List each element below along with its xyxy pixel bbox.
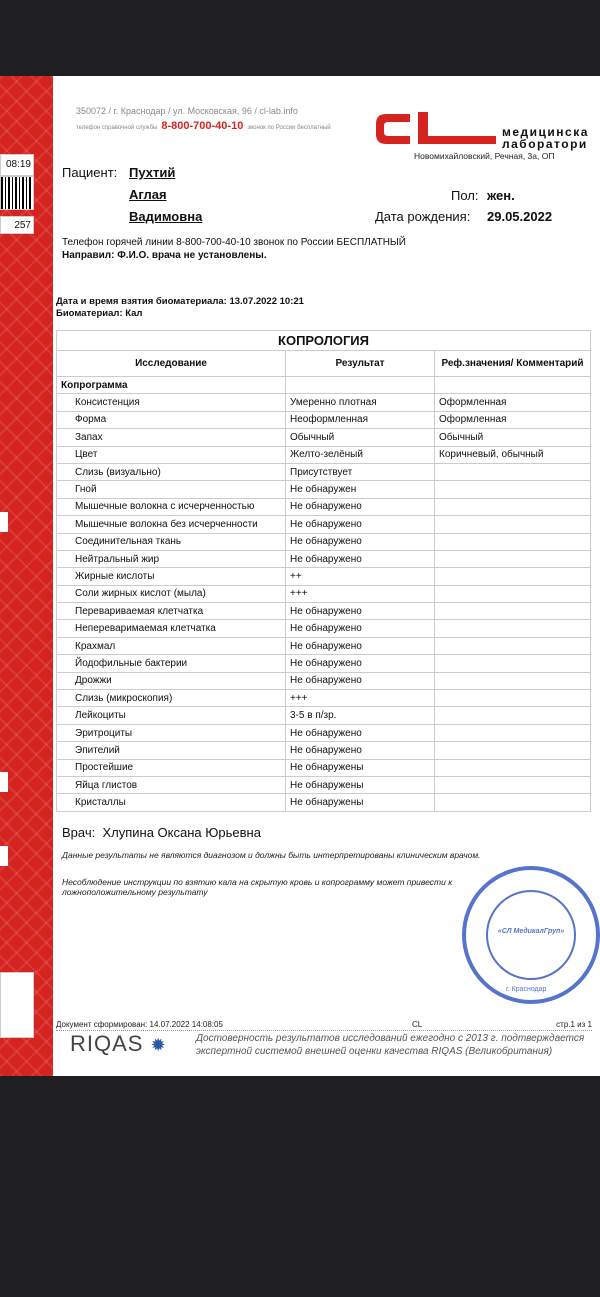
table-row [57,759,591,776]
cell-result: Не обнаружен [286,481,435,498]
lab-address: 350072 / г. Краснодар / ул. Московская, 96 / cl-lab.info [76,106,298,116]
cell-name: Эритроциты [57,724,286,741]
cell-name: Непереваримаемая клетчатка [57,620,286,637]
cell-name: Перевариваемая клетчатка [57,603,286,620]
empty-cell [286,377,435,394]
cell-ref [435,498,591,515]
cell-ref [435,724,591,741]
table-row [57,707,591,724]
sex-label: Пол: [451,188,479,203]
patient-sex: жен. [487,188,515,203]
cell-result: Не обнаружено [286,550,435,567]
cell-ref [435,585,591,602]
table-row [57,446,591,463]
sample-datetime: Дата и время взятия биоматериала: 13.07.2022 10:21 [56,296,304,307]
top-dark-band [0,0,600,76]
table-row [57,463,591,480]
cell-name: Слизь (визуально) [57,463,286,480]
table-body [57,394,591,811]
branch-address: Новомихайловский, Речная, 3а, ОП [414,151,555,161]
phone-suffix: звонок по России бесплатный [247,125,331,131]
side-stub-time: 08:19 [0,154,34,176]
sample-material: Биоматериал: Кал [56,308,143,319]
side-stub-number: 257 [0,216,34,234]
table-row [57,672,591,689]
document-footer [56,1020,592,1031]
cell-result: Не обнаружено [286,655,435,672]
cell-result: Не обнаружены [286,794,435,811]
table-row [57,603,591,620]
cell-result: Не обнаружено [286,533,435,550]
results-table [56,330,591,812]
cell-result: ++ [286,568,435,585]
doctor-line [62,825,261,840]
cell-ref [435,759,591,776]
riqas-logo [70,1031,167,1057]
table-title: КОПРОЛОГИЯ [57,331,591,351]
cell-name: Нейтральный жир [57,550,286,567]
table-row [57,498,591,515]
table-row [57,724,591,741]
cell-name: Простейшие [57,759,286,776]
cell-name: Соли жирных кислот (мыла) [57,585,286,602]
lab-seal-stamp [462,866,600,1004]
column-header: Реф.значения/ Комментарий [435,351,591,377]
cell-ref [435,655,591,672]
cell-result: Не обнаружены [286,759,435,776]
table-row [57,394,591,411]
cell-name: Слизь (микроскопия) [57,690,286,707]
cell-name: Цвет [57,446,286,463]
instruction-note-line1: Несоблюдение инструкции по взятию кала на скрытую кровь и копрограмму может привести к [62,877,453,887]
cell-ref [435,463,591,480]
cell-name: Йодофильные бактерии [57,655,286,672]
cell-name: Мышечные волокна без исчерченности [57,516,286,533]
bottom-dark-band [0,1076,600,1297]
cell-ref [435,620,591,637]
cell-result: Умеренно плотная [286,394,435,411]
cell-result: Неоформленная [286,411,435,428]
side-glyph [0,846,8,866]
generated-time: Документ сформирован: 14.07.2022 14:08:05 [56,1020,223,1029]
stamp-inner-ring [486,890,576,980]
cell-result: Не обнаружены [286,776,435,793]
cell-name: Запах [57,429,286,446]
column-header: Результат [286,351,435,377]
table-row [57,742,591,759]
lab-phone-line [76,120,331,132]
referrer-text: Направил: Ф.И.О. врача не установлены. [62,250,267,261]
cell-result: Не обнаружено [286,498,435,515]
riqas-logo-text: RIQAS [70,1031,144,1056]
cell-result: +++ [286,585,435,602]
cell-ref: Оформленная [435,411,591,428]
cell-ref [435,690,591,707]
cell-name: Лейкоциты [57,707,286,724]
table-row [57,794,591,811]
stamp-center-text: «СЛ МедикалГруп» [497,928,565,935]
cell-name: Дрожжи [57,672,286,689]
cell-result: Не обнаружено [286,516,435,533]
patient-label: Пациент: [62,165,118,180]
cell-result: Не обнаружено [286,724,435,741]
cell-name: Консистенция [57,394,286,411]
cell-name: Форма [57,411,286,428]
table-row [57,550,591,567]
riqas-line: Достоверность результатов исследований ежегодно с 2013 г. подтверждается [196,1033,585,1044]
cell-result: Не обнаружено [286,672,435,689]
cell-ref [435,568,591,585]
cell-ref [435,516,591,533]
patient-middle-name: Вадимовна [129,209,203,224]
logo-caption-line: лаборатори [502,137,588,151]
disclaimer-note: Данные результаты не являются диагнозом и должны быть интерпретированы клиническим врачом. [62,850,481,860]
cell-result: Обычный [286,429,435,446]
cell-ref [435,672,591,689]
table-row [57,585,591,602]
cell-name: Кристаллы [57,794,286,811]
cl-logo-icon [372,108,496,148]
footer-mid: CL [412,1020,423,1029]
lab-report-page [0,76,600,1076]
cell-result: Желто-зелёный [286,446,435,463]
cell-name: Жирные кислоты [57,568,286,585]
cell-ref [435,637,591,654]
side-stub-block [0,972,34,1038]
cell-result: +++ [286,690,435,707]
cell-ref [435,533,591,550]
cell-ref [435,481,591,498]
patient-dob: 29.05.2022 [487,209,553,224]
riqas-line: экспертной системой внешней оценки качества RIQAS (Великобритания) [196,1046,553,1057]
riqas-statement [196,1032,596,1058]
table-row [57,533,591,550]
table-row [57,481,591,498]
cell-ref [435,794,591,811]
cell-ref [435,550,591,567]
cell-name: Крахмал [57,637,286,654]
patient-first-name: Аглая [129,187,167,202]
lab-phone: 8-800-700-40-10 [161,120,244,132]
barcode-icon [0,176,34,210]
table-row [57,429,591,446]
cell-result: Присутствует [286,463,435,480]
instruction-note-line2: ложноположительному результату [62,887,208,897]
doctor-name: Хлупина Оксана Юрьевна [102,825,261,840]
cell-ref [435,707,591,724]
cell-result: 3-5 в п/зр. [286,707,435,724]
cell-ref [435,742,591,759]
cell-name: Яйца глистов [57,776,286,793]
side-glyph [0,512,8,532]
logo-caption [502,126,589,150]
cell-result: Не обнаружено [286,620,435,637]
cell-result: Не обнаружено [286,603,435,620]
table-row [57,568,591,585]
page-number: стр.1 из 1 [556,1020,592,1029]
cell-result: Не обнаружено [286,637,435,654]
cell-name: Соединительная ткань [57,533,286,550]
table-row [57,516,591,533]
table-row [57,655,591,672]
cell-name: Гной [57,481,286,498]
patient-last-name: Пухтий [129,165,176,180]
table-row [57,620,591,637]
logo-caption-line: медицинска [502,125,589,139]
hotline-text: Телефон горячей линии 8-800-700-40-10 звонок по России БЕСПЛАТНЫЙ [62,237,406,248]
column-header: Исследование [57,351,286,377]
table-row [57,411,591,428]
cell-name: Эпителий [57,742,286,759]
doctor-label: Врач: [62,825,96,840]
table-row [57,637,591,654]
dob-label: Дата рождения: [375,209,471,224]
phone-prefix: телефон справочной службы [76,125,158,131]
riqas-swirl-icon: ✹ [150,1035,167,1055]
cell-ref: Оформленная [435,394,591,411]
cell-ref [435,603,591,620]
table-row [57,690,591,707]
cell-name: Мышечные волокна с исчерченностью [57,498,286,515]
cell-ref: Коричневый, обычный [435,446,591,463]
side-glyph [0,772,8,792]
cell-result: Не обнаружено [286,742,435,759]
cell-ref: Обычный [435,429,591,446]
section-row: Копрограмма [57,377,286,394]
empty-cell [435,377,591,394]
cell-ref [435,776,591,793]
table-row [57,776,591,793]
stamp-city: г. Краснодар [506,986,547,993]
